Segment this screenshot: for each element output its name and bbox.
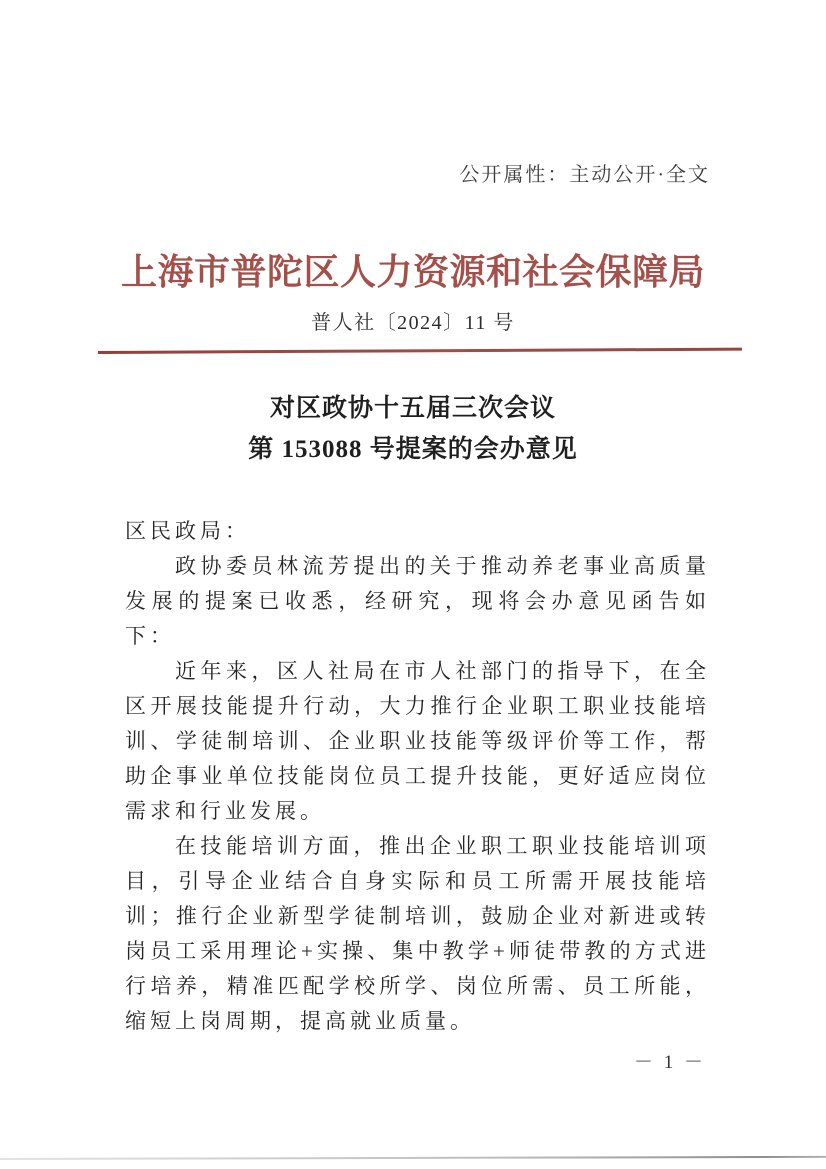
body-paragraph-2: 近年来，区人社局在市人社部门的指导下，在全区开展技能提升行动，大力推行企业职工职业技能培训、学徒制培训、企业职业技能等级评价等工作，帮助企事业单位技能岗位员工提升技能，更好适应岗位需求和行业发展。 — [125, 659, 710, 823]
document-body — [125, 514, 710, 1039]
red-divider-rule — [98, 348, 742, 354]
body-paragraph-1: 政协委员林流芳提出的关于推动养老事业高质量发展的提案已收悉，经研究，现将会办意见函告如下： — [125, 554, 710, 648]
scan-edge-artifact — [0, 1156, 826, 1160]
document-reference-number: 普人社〔2024〕11 号 — [311, 312, 515, 334]
agency-name-header: 上海市普陀区人力资源和社会保障局 — [120, 252, 705, 292]
body-paragraph-3: 在技能培训方面，推出企业职工职业技能培训项目，引导企业结合自身实际和员工所需开展技能培训；推行企业新型学徒制培训，鼓励企业对新进或转岗员工采用理论+实操、集中教学+师徒带教的方式进行培养，精准匹配学校所学、岗位所需、员工所能，缩短上岗周期，提高就业质量。 — [125, 834, 710, 1033]
disclosure-attribute-line: 公开属性：主动公开·全文 — [459, 164, 710, 186]
document-title-line-1: 对区政协十五届三次会议 — [269, 395, 556, 422]
page-number: － 1 － — [633, 1052, 706, 1073]
recipient-salutation: 区民政局： — [125, 519, 250, 543]
document-title — [0, 388, 826, 470]
document-title-line-2: 第 153088 号提案的会办意见 — [248, 436, 578, 463]
